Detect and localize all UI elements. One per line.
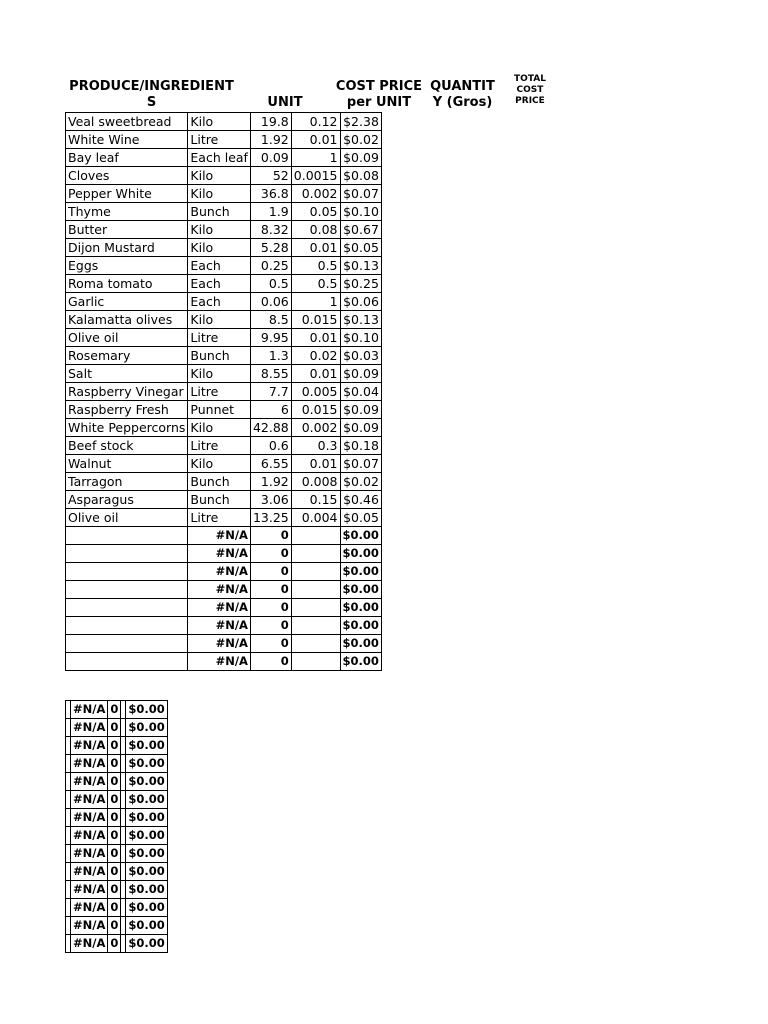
unit-cell[interactable]: #N/A [71,845,108,863]
table-row [66,635,382,653]
unit-cell[interactable]: Bunch [188,473,251,491]
table-row [66,311,382,329]
table-row [66,167,382,185]
unit-cell[interactable]: Kilo [188,239,251,257]
quantity-cell[interactable]: 0.01 [291,365,340,383]
ingredient-name-cell[interactable]: White Wine [66,131,188,149]
table-row [66,473,382,491]
unit-cell[interactable]: #N/A [71,737,108,755]
table-row [66,239,382,257]
total-cost-cell[interactable]: $0.00 [126,899,167,917]
table-row [66,113,382,131]
ingredient-name-cell[interactable]: Eggs [66,257,188,275]
table-row [66,401,382,419]
total-cost-cell[interactable]: $0.05 [340,509,381,527]
ingredient-name-cell[interactable] [66,527,188,545]
quantity-cell[interactable]: 0.15 [291,491,340,509]
table-row [66,455,382,473]
total-cost-cell[interactable]: $0.02 [340,131,381,149]
table-row [66,935,168,953]
cost-price-cell[interactable]: 0 [108,737,121,755]
ingredient-name-cell[interactable]: Veal sweetbread [66,113,188,131]
unit-cell[interactable]: #N/A [71,899,108,917]
quantity-cell[interactable]: 0.015 [291,401,340,419]
cost-price-cell[interactable]: 1.92 [250,131,291,149]
cost-price-cell[interactable]: 0 [108,791,121,809]
cost-price-cell[interactable]: 0 [250,545,291,563]
total-cost-cell[interactable]: $0.00 [340,527,381,545]
header-produce: PRODUCE/INGREDIENT S [69,79,234,110]
table-row [66,773,168,791]
unit-cell[interactable]: Each [188,293,251,311]
cost-price-cell[interactable]: 36.8 [250,185,291,203]
ingredient-name-cell[interactable] [66,599,188,617]
quantity-cell[interactable] [291,653,340,671]
unit-cell[interactable]: #N/A [71,701,108,719]
cost-price-cell[interactable]: 8.32 [250,221,291,239]
ingredient-name-cell[interactable]: White Peppercorns [66,419,188,437]
cost-price-cell[interactable]: 0 [108,845,121,863]
cost-price-cell[interactable]: 0 [108,809,121,827]
cost-price-cell[interactable]: 6 [250,401,291,419]
total-cost-cell[interactable]: $0.46 [340,491,381,509]
quantity-cell[interactable] [291,545,340,563]
cost-price-cell[interactable]: 0 [250,617,291,635]
table-row [66,863,168,881]
unit-cell[interactable]: #N/A [188,635,251,653]
quantity-cell[interactable]: 0.008 [291,473,340,491]
quantity-cell[interactable] [291,599,340,617]
total-cost-cell[interactable]: $0.00 [340,581,381,599]
unit-cell[interactable]: #N/A [71,827,108,845]
quantity-cell[interactable]: 0.01 [291,131,340,149]
total-cost-cell[interactable]: $0.25 [340,275,381,293]
ingredient-name-cell[interactable]: Rosemary [66,347,188,365]
cost-price-cell[interactable]: 0 [250,581,291,599]
unit-cell[interactable]: Kilo [188,185,251,203]
unit-cell[interactable]: Bunch [188,491,251,509]
total-cost-cell[interactable]: $0.18 [340,437,381,455]
quantity-cell[interactable]: 0.015 [291,311,340,329]
total-cost-cell[interactable]: $0.00 [340,653,381,671]
total-cost-cell[interactable]: $0.00 [126,809,167,827]
total-cost-cell[interactable]: $0.10 [340,203,381,221]
table-row [66,329,382,347]
total-cost-cell[interactable]: $0.10 [340,329,381,347]
cost-price-cell[interactable]: 8.5 [250,311,291,329]
table-row [66,293,382,311]
ingredient-name-cell[interactable]: Thyme [66,203,188,221]
cost-price-cell[interactable]: 9.95 [250,329,291,347]
ingredient-name-cell[interactable]: Roma tomato [66,275,188,293]
ingredient-name-cell[interactable]: Olive oil [66,509,188,527]
table-row [66,383,382,401]
cost-price-cell[interactable]: 0.09 [250,149,291,167]
total-cost-cell[interactable]: $0.00 [340,563,381,581]
table-row [66,617,382,635]
table-row [66,809,168,827]
unit-cell[interactable]: Litre [188,383,251,401]
total-cost-cell[interactable]: $0.00 [126,755,167,773]
table-row [66,149,382,167]
table-row [66,203,382,221]
cost-price-cell[interactable]: 0 [108,899,121,917]
quantity-cell[interactable]: 0.002 [291,419,340,437]
cost-price-cell[interactable]: 42.88 [250,419,291,437]
unit-cell[interactable]: #N/A [71,881,108,899]
header-quantity: QUANTIT Y (Gros) [430,79,495,110]
table-row [66,545,382,563]
total-cost-cell[interactable]: $0.67 [340,221,381,239]
ingredient-name-cell[interactable]: Raspberry Vinegar [66,383,188,401]
total-cost-cell[interactable]: $0.09 [340,365,381,383]
ingredient-name-cell[interactable]: Raspberry Fresh [66,401,188,419]
cost-price-cell[interactable]: 0.6 [250,437,291,455]
ingredient-name-cell[interactable]: Pepper White [66,185,188,203]
unit-cell[interactable]: #N/A [71,863,108,881]
unit-cell[interactable]: Kilo [188,113,251,131]
table-row [66,491,382,509]
quantity-cell[interactable]: 0.01 [291,329,340,347]
quantity-cell[interactable]: 0.005 [291,383,340,401]
total-cost-cell[interactable]: $0.13 [340,311,381,329]
total-cost-cell[interactable]: $0.00 [126,827,167,845]
table-row [66,365,382,383]
total-cost-cell[interactable]: $0.00 [126,773,167,791]
total-cost-cell[interactable]: $2.38 [340,113,381,131]
quantity-cell[interactable]: 0.01 [291,239,340,257]
table-row [66,791,168,809]
total-cost-cell[interactable]: $0.13 [340,257,381,275]
unit-cell[interactable]: #N/A [188,527,251,545]
cost-price-cell[interactable]: 0 [108,863,121,881]
ingredients-table [65,112,382,671]
unit-cell[interactable]: Each [188,257,251,275]
cost-price-cell[interactable]: 52 [250,167,291,185]
empty-rows-table [65,700,168,953]
quantity-cell[interactable]: 0.08 [291,221,340,239]
unit-cell[interactable]: #N/A [71,917,108,935]
total-cost-cell[interactable]: $0.07 [340,455,381,473]
table-row [66,509,382,527]
unit-cell[interactable]: Kilo [188,365,251,383]
cost-price-cell[interactable]: 0 [250,599,291,617]
header-total-cost-price: TOTAL COST PRICE [514,74,546,106]
cost-price-cell[interactable]: 1.92 [250,473,291,491]
ingredient-name-cell[interactable] [66,563,188,581]
ingredient-name-cell[interactable] [66,653,188,671]
ingredient-name-cell[interactable]: Olive oil [66,329,188,347]
cost-price-cell[interactable]: 0 [108,719,121,737]
table-row [66,527,382,545]
unit-cell[interactable]: Punnet [188,401,251,419]
table-row [66,581,382,599]
ingredient-name-cell[interactable]: Garlic [66,293,188,311]
cost-price-cell[interactable]: 0 [250,527,291,545]
ingredient-name-cell[interactable]: Bay leaf [66,149,188,167]
total-cost-cell[interactable]: $0.00 [126,935,167,953]
cost-price-cell[interactable]: 0 [250,635,291,653]
table-row [66,257,382,275]
cost-price-cell[interactable]: 0 [250,653,291,671]
quantity-cell[interactable] [291,563,340,581]
cost-price-cell[interactable]: 1.3 [250,347,291,365]
unit-cell[interactable]: #N/A [71,809,108,827]
table-row [66,899,168,917]
table-row [66,419,382,437]
total-cost-cell[interactable]: $0.07 [340,185,381,203]
quantity-cell[interactable]: 0.5 [291,257,340,275]
table-row [66,221,382,239]
table-row [66,845,168,863]
ingredient-name-cell[interactable]: Dijon Mustard [66,239,188,257]
cost-price-cell[interactable]: 1.9 [250,203,291,221]
total-cost-cell[interactable]: $0.03 [340,347,381,365]
unit-cell[interactable]: #N/A [188,545,251,563]
header-unit: UNIT [267,95,303,110]
quantity-cell[interactable] [291,617,340,635]
quantity-cell[interactable]: 0.01 [291,455,340,473]
unit-cell[interactable]: #N/A [188,563,251,581]
cost-price-cell[interactable]: 0 [108,881,121,899]
total-cost-cell[interactable]: $0.00 [340,635,381,653]
quantity-cell[interactable]: 0.05 [291,203,340,221]
unit-cell[interactable]: #N/A [71,791,108,809]
unit-cell[interactable]: #N/A [71,935,108,953]
table-row [66,437,382,455]
cost-price-cell[interactable]: 8.55 [250,365,291,383]
unit-cell[interactable]: Litre [188,437,251,455]
cost-price-cell[interactable]: 0 [108,755,121,773]
total-cost-cell[interactable]: $0.00 [126,737,167,755]
table-row [66,653,382,671]
total-cost-cell[interactable]: $0.00 [126,791,167,809]
quantity-cell[interactable]: 0.0015 [291,167,340,185]
ingredient-name-cell[interactable]: Butter [66,221,188,239]
cost-price-cell[interactable]: 0 [108,935,121,953]
total-cost-cell[interactable]: $0.04 [340,383,381,401]
table-row [66,881,168,899]
quantity-cell[interactable] [291,635,340,653]
ingredient-name-cell[interactable]: Cloves [66,167,188,185]
cost-price-cell[interactable]: 13.25 [250,509,291,527]
quantity-cell[interactable]: 0.02 [291,347,340,365]
ingredient-name-cell[interactable]: Walnut [66,455,188,473]
total-cost-cell[interactable]: $0.06 [340,293,381,311]
unit-cell[interactable]: Kilo [188,167,251,185]
unit-cell[interactable]: Kilo [188,311,251,329]
unit-cell[interactable]: Kilo [188,221,251,239]
unit-cell[interactable]: #N/A [188,617,251,635]
cost-price-cell[interactable]: 7.7 [250,383,291,401]
unit-cell[interactable]: Litre [188,131,251,149]
total-cost-cell[interactable]: $0.09 [340,149,381,167]
unit-cell[interactable]: Each leaf [188,149,251,167]
total-cost-cell[interactable]: $0.00 [340,599,381,617]
unit-cell[interactable]: #N/A [71,719,108,737]
cost-price-cell[interactable]: 0 [108,827,121,845]
unit-cell[interactable]: Bunch [188,347,251,365]
cost-price-cell[interactable]: 0 [108,917,121,935]
total-cost-cell[interactable]: $0.09 [340,401,381,419]
quantity-cell[interactable]: 0.002 [291,185,340,203]
total-cost-cell[interactable]: $0.05 [340,239,381,257]
quantity-cell[interactable]: 1 [291,293,340,311]
cost-price-cell[interactable]: 3.06 [250,491,291,509]
cost-price-cell[interactable]: 0 [108,701,121,719]
table-row [66,719,168,737]
quantity-cell[interactable]: 1 [291,149,340,167]
header-cost-price: COST PRICE per UNIT [335,79,423,110]
ingredient-name-cell[interactable]: Asparagus [66,491,188,509]
total-cost-cell[interactable]: $0.00 [126,863,167,881]
quantity-cell[interactable] [291,581,340,599]
quantity-cell[interactable]: 0.3 [291,437,340,455]
ingredient-name-cell[interactable]: Salt [66,365,188,383]
table-row [66,131,382,149]
ingredient-name-cell[interactable] [66,545,188,563]
total-cost-cell[interactable]: $0.09 [340,419,381,437]
unit-cell[interactable]: Kilo [188,455,251,473]
total-cost-cell[interactable]: $0.02 [340,473,381,491]
unit-cell[interactable]: Litre [188,509,251,527]
total-cost-cell[interactable]: $0.00 [340,545,381,563]
quantity-cell[interactable]: 0.004 [291,509,340,527]
unit-cell[interactable]: #N/A [188,581,251,599]
unit-cell[interactable]: #N/A [188,599,251,617]
table-row [66,827,168,845]
ingredient-name-cell[interactable] [66,635,188,653]
unit-cell[interactable]: Bunch [188,203,251,221]
ingredient-name-cell[interactable]: Kalamatta olives [66,311,188,329]
cost-price-cell[interactable]: 19.8 [250,113,291,131]
unit-cell[interactable]: Litre [188,329,251,347]
table-row [66,275,382,293]
ingredient-name-cell[interactable]: Tarragon [66,473,188,491]
unit-cell[interactable]: Each [188,275,251,293]
total-cost-cell[interactable]: $0.00 [126,881,167,899]
cost-price-cell[interactable]: 0 [108,773,121,791]
cost-price-cell[interactable]: 0.5 [250,275,291,293]
quantity-cell[interactable] [291,527,340,545]
table-row [66,563,382,581]
cost-price-cell[interactable]: 0.06 [250,293,291,311]
cost-price-cell[interactable]: 0.25 [250,257,291,275]
cost-price-cell[interactable]: 6.55 [250,455,291,473]
table-row [66,347,382,365]
ingredient-name-cell[interactable] [66,581,188,599]
total-cost-cell[interactable]: $0.08 [340,167,381,185]
unit-cell[interactable]: #N/A [188,653,251,671]
total-cost-cell[interactable]: $0.00 [340,617,381,635]
total-cost-cell[interactable]: $0.00 [126,701,167,719]
unit-cell[interactable]: #N/A [71,755,108,773]
table-row [66,701,168,719]
table-row [66,185,382,203]
quantity-cell[interactable]: 0.12 [291,113,340,131]
unit-cell[interactable]: Kilo [188,419,251,437]
total-cost-cell[interactable]: $0.00 [126,917,167,935]
cost-price-cell[interactable]: 5.28 [250,239,291,257]
ingredient-name-cell[interactable]: Beef stock [66,437,188,455]
unit-cell[interactable]: #N/A [71,773,108,791]
quantity-cell[interactable]: 0.5 [291,275,340,293]
total-cost-cell[interactable]: $0.00 [126,719,167,737]
table-row [66,755,168,773]
table-row [66,917,168,935]
table-row [66,737,168,755]
cost-price-cell[interactable]: 0 [250,563,291,581]
table-row [66,599,382,617]
total-cost-cell[interactable]: $0.00 [126,845,167,863]
ingredient-name-cell[interactable] [66,617,188,635]
